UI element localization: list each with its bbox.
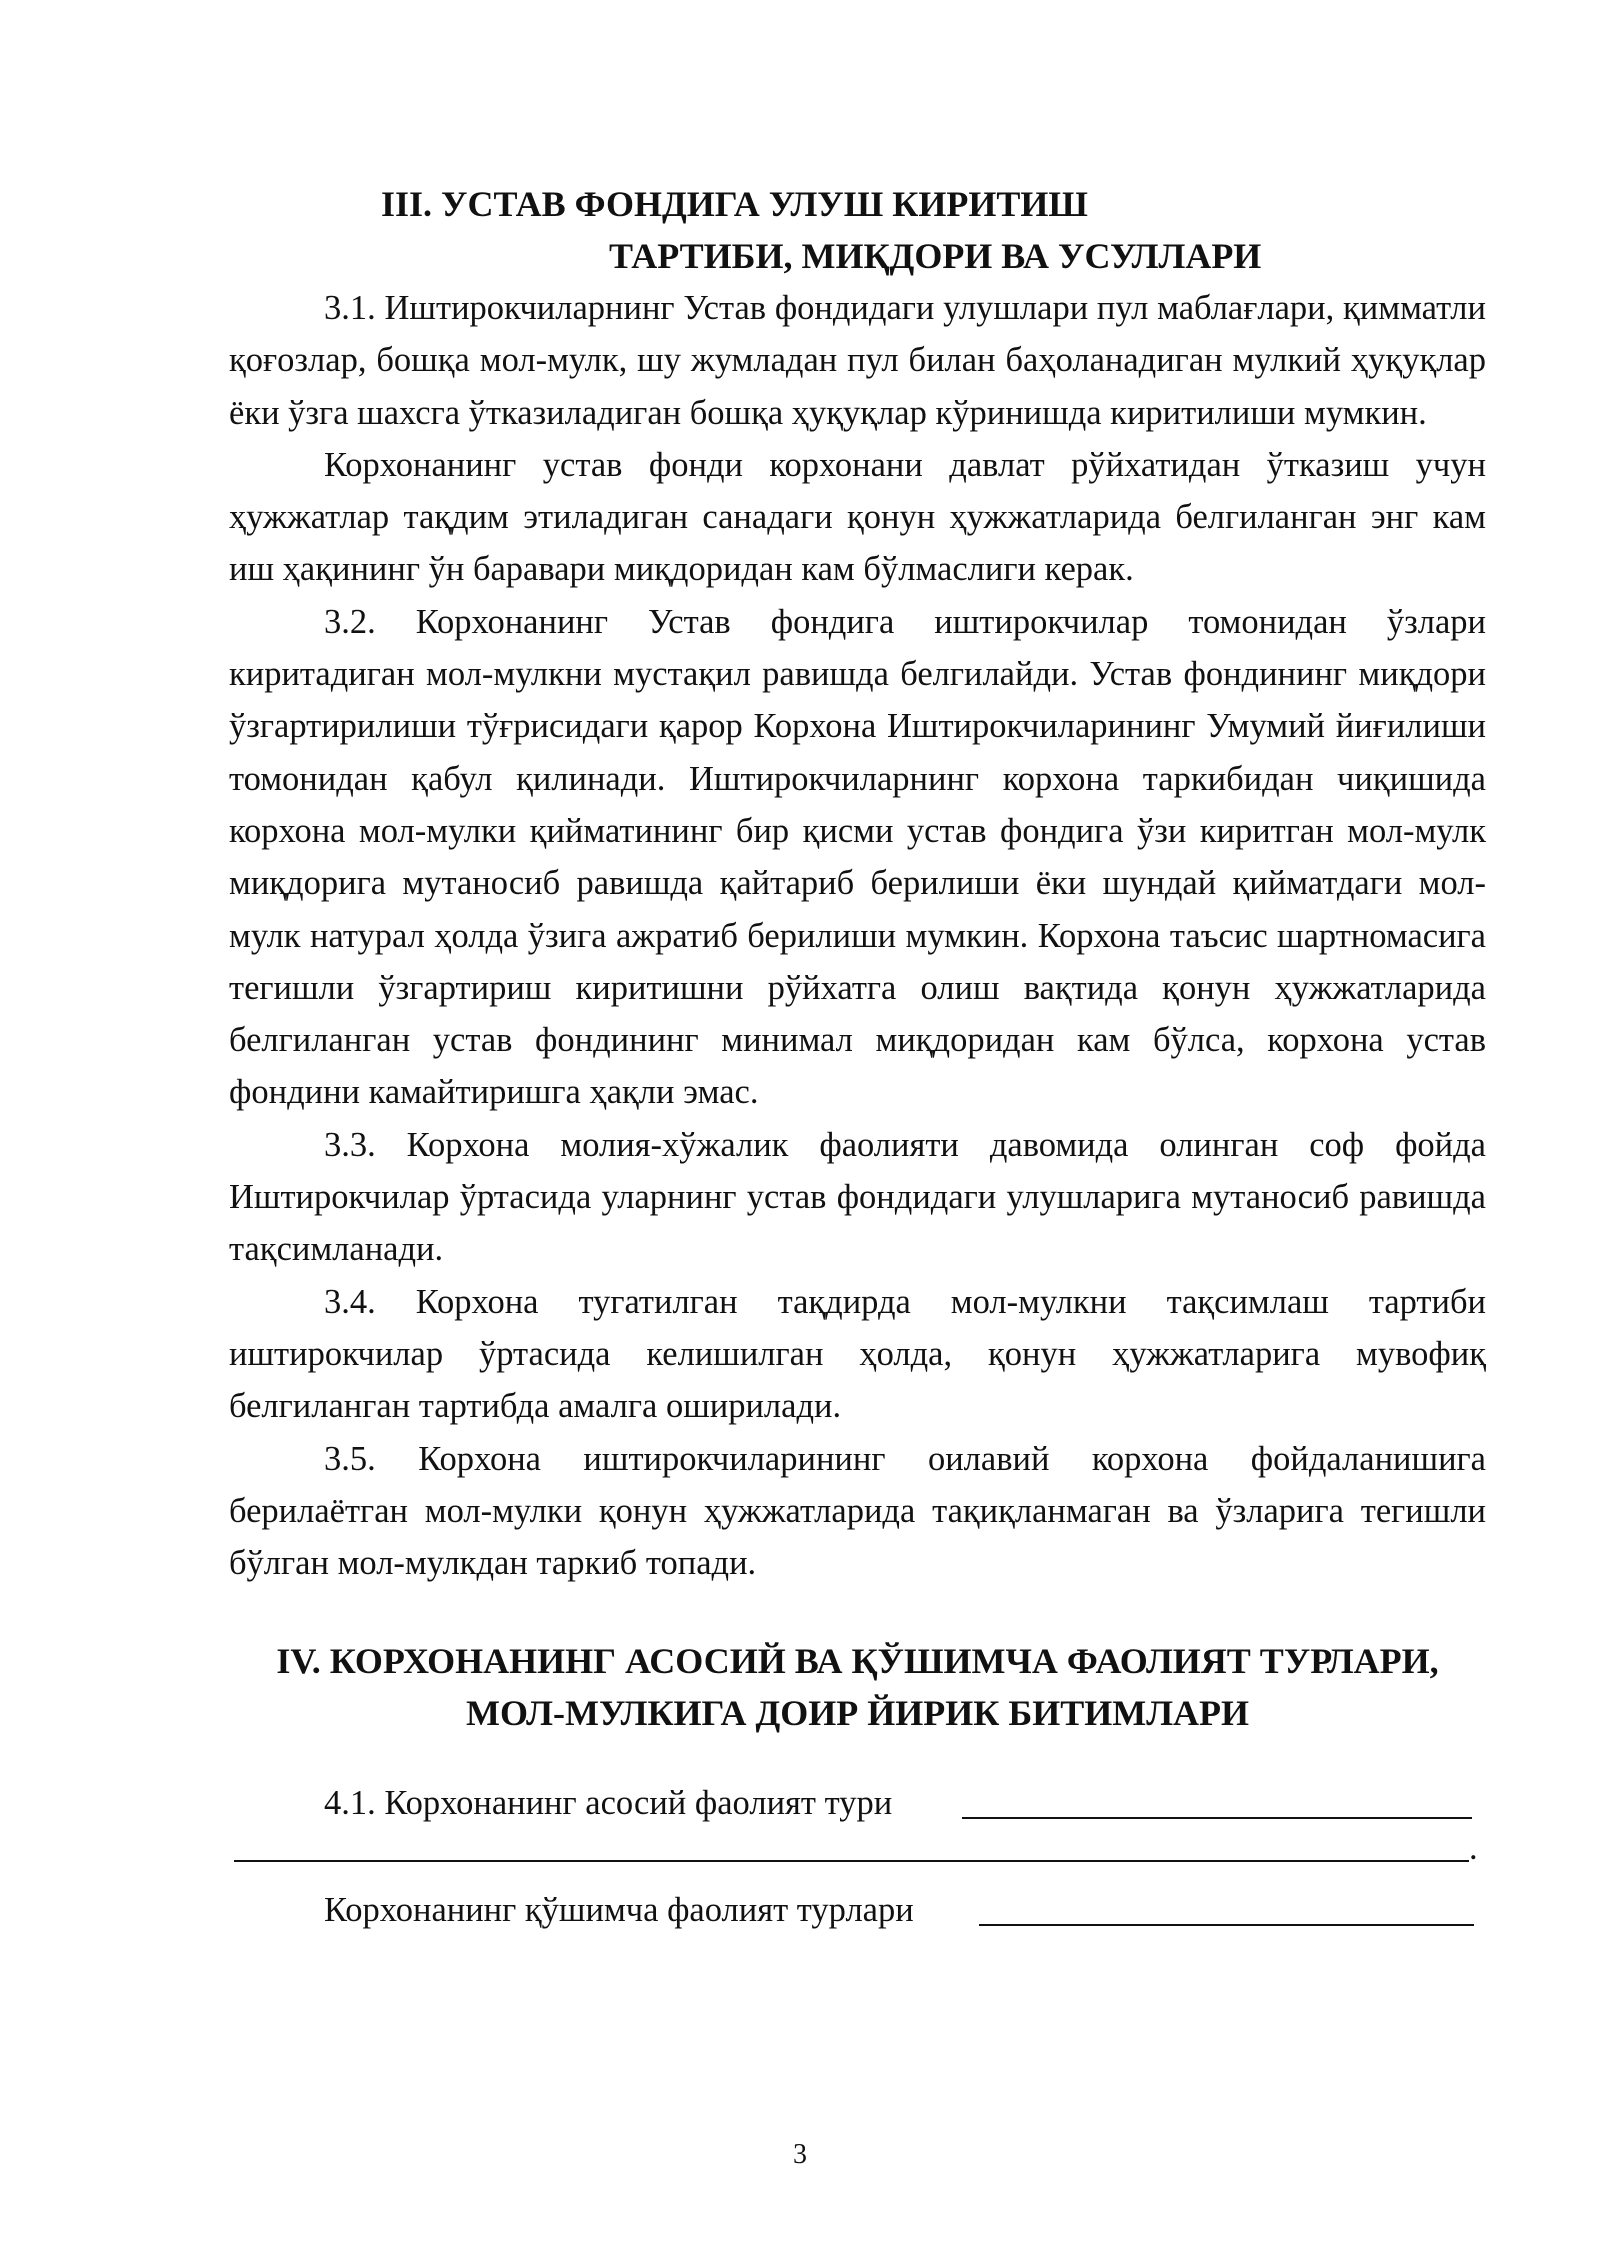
paragraph-3-1: 3.1. Иштирокчиларнинг Устав фондидаги улушлари пул маблағлари, қимматли қоғозлар, бошқа мол-мулк, шу жумладан пул билан баҳоланадиган мулкий ҳуқуқлар ёки ўзга шахсга ўтказиладиган бошқа ҳуқуқлар кўринишда киритилиши мумкин. [229, 289, 1486, 432]
section-4-title-line-2: МОЛ-МУЛКИГА ДОИР ЙИРИК БИТИМЛАРИ [465, 1693, 1250, 1734]
paragraph-3-3: 3.3. Корхона молия-хўжалик фаолияти давомида олинган соф фойда Иштирокчилар ўртасида уларнинг устав фондидаги улушларига мутаносиб равишда тақсимланади. [229, 1125, 1486, 1269]
paragraph-3-4: 3.4. Корхона тугатилган тақдирда мол-мулкни тақсимлаш тартиби иштирокчилар ўртасида келишилган ҳолда, қонун ҳужжатларига мувофиқ белгиланган тартибда амалга оширилади. [229, 1282, 1486, 1426]
line-end-dot: . [1469, 1829, 1478, 1868]
main-activity-blank-line [962, 1817, 1472, 1819]
additional-activity-label: Корхонанинг қўшимча фаолият турлари [324, 1891, 914, 1930]
section-3-title-line-2: ТАРТИБИ, МИҚДОРИ ВА УСУЛЛАРИ [609, 236, 1262, 276]
additional-activity-blank-line [979, 1924, 1474, 1926]
main-activity-continuation-line [234, 1860, 1469, 1862]
additional-activity-row [229, 1884, 1486, 1936]
paragraph-3-2: 3.2. Корхонанинг Устав фондига иштирокчилар томонидан ўзлари киритадиган мол-мулкни мустақил равишда белгилайди. Устав фондининг миқдори ўзгартирилиши тўғрисидаги қарор Корхона Иштирокчиларининг Умумий йиғилиши томонидан қабул қилинади. Иштирокчиларнинг корхона таркибидан чиқишида корхона мол-мулки қийматининг бир қисми устав фондига ўзи киритган мол-мулк миқдорига мутаносиб равишда қайтариб берилиши ёки шундай қийматдаги мол-мулк натурал ҳолда ўзига ажратиб берилиши мумкин. Корхона таъсис шартномасига тегишли ўзгартириш киритишни рўйхатга олиш вақтида қонун ҳужжатларида белгиланган устав фондининг минимал миқдоридан кам бўлса, корхона устав фондини камайтиришга ҳақли эмас. [229, 602, 1486, 1112]
paragraph-3-5: 3.5. Корхона иштирокчиларининг оилавий корхона фойдаланишига берилаётган мол-мулки қонун ҳужжатларида тақиқланмаган ва ўзларига тегишли бўлган мол-мулкдан таркиб топади. [229, 1439, 1486, 1583]
main-activity-label: 4.1. Корхонанинг асосий фаолият тури [324, 1784, 893, 1823]
main-activity-continuation-row [229, 1830, 1486, 1882]
main-activity-row [229, 1777, 1486, 1829]
page-content [229, 178, 1486, 1936]
paragraph-charter-fund-minimum: Корхонанинг устав фонди корхонани давлат рўйхатидан ўтказиш учун ҳужжатлар тақдим этиладиган санадаги қонун ҳужжатларида белгиланган энг кам иш ҳақининг ўн баравари миқдоридан кам бўлмаслиги керак. [229, 445, 1486, 589]
section-4-title-line-1: IV. КОРХОНАНИНГ АСОСИЙ ВА ҚЎШИМЧА ФАОЛИЯТ ТУРЛАРИ, [276, 1641, 1439, 1682]
page-number: 3 [793, 2139, 807, 2170]
section-3-title-line-1: III. УСТАВ ФОНДИГА УЛУШ КИРИТИШ [381, 184, 1088, 224]
